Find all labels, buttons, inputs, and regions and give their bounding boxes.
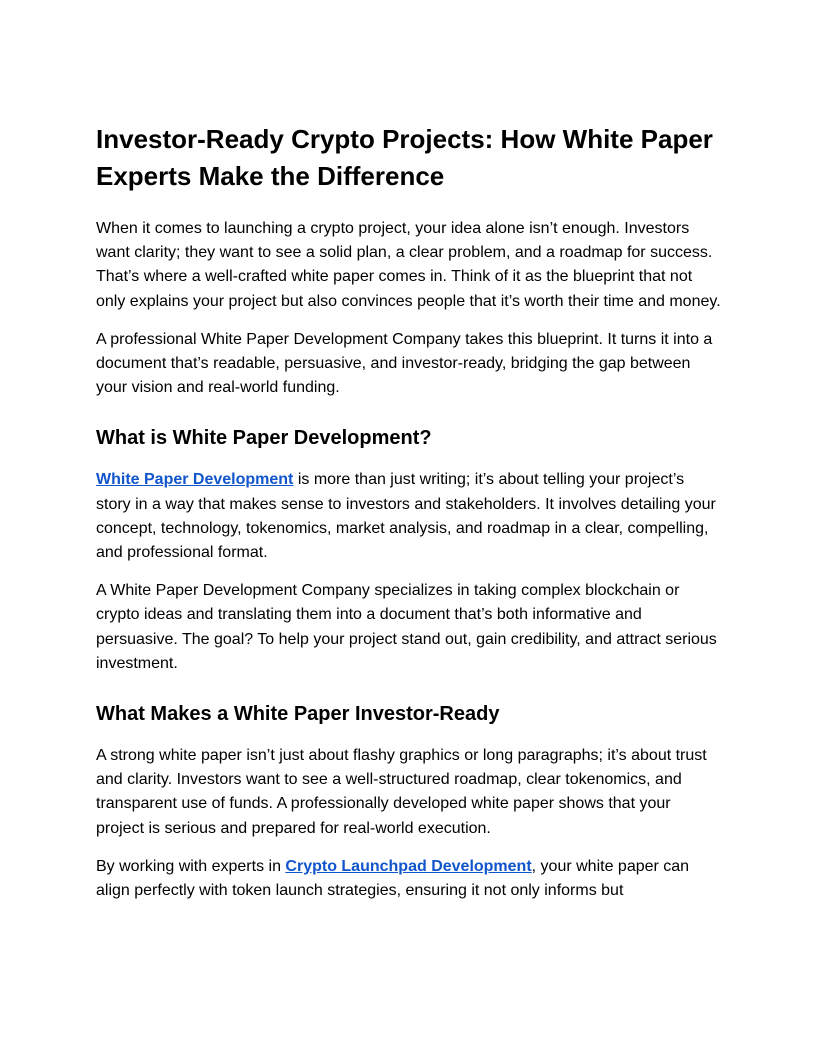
- section1-paragraph-1: [96, 468, 722, 565]
- document-title: Investor-Ready Crypto Projects: How White Paper Experts Make the Difference: [96, 124, 713, 191]
- section2-paragraph-2: [96, 855, 722, 903]
- section1-paragraph-2: A White Paper Development Company specializes in taking complex blockchain or crypto ideas and translating them into a document that’s both informative and persuasive. The goal? To help your project stand out, gain credibility, and attract serious investment.: [96, 582, 717, 672]
- document-page: [96, 120, 722, 917]
- crypto-launchpad-development-link[interactable]: Crypto Launchpad Development: [285, 857, 532, 875]
- section2-paragraph-2-text: , your white paper can align perfectly with token launch strategies, ensuring it not only informs but: [96, 857, 690, 900]
- section-heading-what-is-white-paper-development: What is White Paper Development?: [96, 427, 432, 450]
- section2-paragraph-2-start: By working with experts in: [96, 857, 286, 875]
- section-heading-investor-ready: What Makes a White Paper Investor-Ready: [96, 703, 500, 726]
- white-paper-development-link[interactable]: White Paper Development: [96, 471, 294, 489]
- intro-paragraph-2: A professional White Paper Development Company takes this blueprint. It turns it into a document that’s readable, persuasive, and investor-ready, bridging the gap between your vision and real-world funding.: [96, 330, 713, 397]
- intro-paragraph-1: When it comes to launching a crypto project, your idea alone isn’t enough. Investors want clarity; they want to see a solid plan, a clear problem, and a roadmap for success. That’s where a well-crafted white paper comes in. Think of it as the blueprint that not only explains your project but also convinces people that it’s worth their time and money.: [96, 220, 721, 310]
- section2-paragraph-1: A strong white paper isn’t just about flashy graphics or long paragraphs; it’s about trust and clarity. Investors want to see a well-structured roadmap, clear tokenomics, and transparent use of funds. A professionally developed white paper shows that your project is serious and prepared for real-world execution.: [96, 747, 707, 837]
- section1-paragraph-1-text: is more than just writing; it’s about telling your project’s story in a way that makes sense to investors and stakeholders. It involves detailing your concept, technology, tokenomics, market analysis, and roadmap in a clear, compelling, and professional format.: [96, 471, 716, 562]
